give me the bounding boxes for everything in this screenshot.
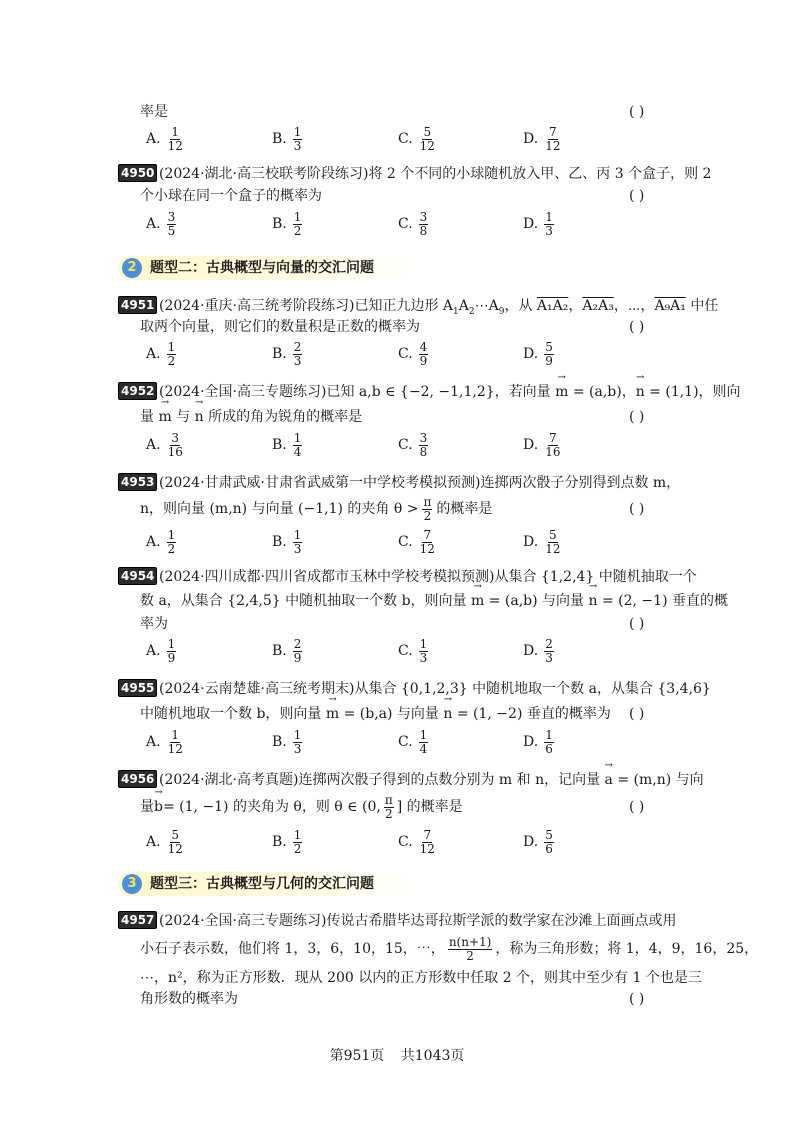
- option-b[interactable]: B. $\frac{1}{3}$: [272, 727, 302, 756]
- option-a[interactable]: A. $\frac{3}{16}$: [146, 430, 183, 459]
- option-b[interactable]: B. $\frac{1}{4}$: [272, 430, 302, 459]
- options-row: [146, 338, 686, 370]
- problem-text: (2024·全国·高三专题练习)已知 a,b ∈ {−2, −1,1,2}，若向量 → m = (a,b)，→ n = (1,1)，则向: [159, 383, 741, 401]
- page-footer: [0, 1045, 794, 1065]
- option-d[interactable]: D. $\frac{1}{6}$: [523, 727, 553, 756]
- problem-text: n，则向量 (m,n) 与向量 (−1,1) 的夹角 θ > $\frac{\pi}{2}$ 的概率是: [140, 494, 493, 523]
- option-a[interactable]: A. $\frac{3}{5}$: [146, 209, 176, 238]
- problem-text: (2024·甘肃武威·甘肃省武威第一中学校考模拟预测)连掷两次骰子分别得到点数 m，: [159, 475, 681, 491]
- options-row: [146, 429, 686, 461]
- option-a[interactable]: A. $\frac{1}{9}$: [146, 636, 176, 665]
- option-d[interactable]: D. $\frac{2}{3}$: [523, 636, 553, 665]
- option-a[interactable]: A. $\frac{1}{2}$: [146, 339, 176, 368]
- problem-text: ⋯，n²，称为正方形数．现从 200 以内的正方形数中任取 2 个，则其中至少有 1 个也是三: [140, 970, 702, 986]
- option-b[interactable]: B. $\frac{1}{3}$: [272, 527, 302, 556]
- section-title: 题型二：古典概型与向量的交汇问题: [150, 260, 374, 276]
- section-header: [118, 256, 438, 280]
- options-row: [146, 726, 686, 758]
- problem-text: (2024·四川成都·四川省成都市玉林中学校考模拟预测)从集合 {1,2,4} 中随机抽取一个: [159, 569, 697, 585]
- answer-paren: ( ): [629, 104, 645, 120]
- option-b[interactable]: B. $\frac{1}{3}$: [272, 124, 302, 153]
- option-c[interactable]: C. $\frac{7}{12}$: [398, 827, 435, 856]
- problem-number-badge: 4953: [118, 473, 157, 491]
- option-c[interactable]: C. $\frac{3}{8}$: [398, 430, 428, 459]
- section-title: 题型三：古典概型与几何的交汇问题: [150, 876, 374, 892]
- problem-number-badge: 4951: [118, 296, 157, 314]
- option-c[interactable]: C. $\frac{5}{12}$: [398, 124, 435, 153]
- option-a[interactable]: A. $\frac{1}{12}$: [146, 727, 183, 756]
- page-number: 第951页: [329, 1048, 385, 1064]
- options-row: [146, 208, 686, 240]
- option-b[interactable]: B. $\frac{1}{2}$: [272, 209, 302, 238]
- option-c[interactable]: C. $\frac{1}{4}$: [398, 727, 428, 756]
- answer-paren: ( ): [629, 409, 645, 425]
- problem-number-badge: 4954: [118, 567, 157, 585]
- problem-text: (2024·湖北·高考真题)连掷两次骰子得到的点数分别为 m 和 n，记向量 → a = (m,n) 与向: [159, 771, 704, 789]
- answer-paren: ( ): [629, 501, 645, 517]
- page-total: 共1043页: [400, 1048, 465, 1064]
- section-number: 2: [122, 258, 142, 278]
- problem-number-badge: 4950: [118, 164, 157, 182]
- option-d[interactable]: D. $\frac{7}{16}$: [523, 430, 561, 459]
- problem-text: 率为: [140, 616, 168, 632]
- answer-paren: ( ): [629, 616, 645, 632]
- options-row: [146, 526, 686, 558]
- answer-paren: ( ): [629, 188, 645, 204]
- section-header: [118, 872, 438, 896]
- option-c[interactable]: C. $\frac{4}{9}$: [398, 339, 428, 368]
- problem-number-badge: 4957: [118, 911, 157, 929]
- answer-paren: ( ): [629, 706, 645, 722]
- option-d[interactable]: D. $\frac{7}{12}$: [523, 124, 561, 153]
- problem-text: 个小球在同一个盒子的概率为: [140, 188, 322, 204]
- options-row: [146, 826, 686, 858]
- option-b[interactable]: B. $\frac{2}{9}$: [272, 636, 302, 665]
- problem-text: 量 → b = (1, −1) 的夹角为 θ，则 θ ∈ (0, $\frac{\pi}{2}$ ] 的概率是: [140, 794, 463, 820]
- option-c[interactable]: C. $\frac{3}{8}$: [398, 209, 428, 238]
- problem-text: 数 a，从集合 {2,4,5} 中随机抽取一个数 b，则向量 → m = (a,b) 与向量 → n = (2, −1) 垂直的概: [140, 592, 728, 610]
- answer-paren: ( ): [629, 991, 645, 1007]
- section-number: 3: [122, 874, 142, 894]
- option-d[interactable]: D. $\frac{1}{3}$: [523, 209, 553, 238]
- problem-text: 取两个向量，则它们的数量积是正数的概率为: [140, 319, 420, 335]
- problem-number-badge: 4952: [118, 382, 157, 400]
- option-c[interactable]: C. $\frac{1}{3}$: [398, 636, 428, 665]
- option-c[interactable]: C. $\frac{7}{12}$: [398, 527, 435, 556]
- problem-text: 中随机地取一个数 b，则向量 → m = (b,a) 与向量 → n = (1, −2) 垂直的概率为: [140, 705, 611, 723]
- question-fragment-text: 率是: [140, 104, 168, 120]
- header-options: [146, 123, 686, 155]
- option-b[interactable]: B. $\frac{1}{2}$: [272, 827, 302, 856]
- option-b[interactable]: B. $\frac{2}{3}$: [272, 339, 302, 368]
- option-a[interactable]: A. $\frac{5}{12}$: [146, 827, 183, 856]
- problem-text: 角形数的概率为: [140, 991, 238, 1007]
- problem-text: (2024·全国·高三专题练习)传说古希腊毕达哥拉斯学派的数学家在沙滩上面画点或用: [159, 913, 677, 929]
- answer-paren: ( ): [629, 319, 645, 335]
- option-d[interactable]: D. $\frac{5}{6}$: [523, 827, 553, 856]
- problem-text: (2024·重庆·高三统考阶段练习)已知正九边形 $A_1A_2\cdots A_9$，从 A₁A₂，A₂A₃，⋯，A₉A₁ 中任: [159, 298, 719, 317]
- problem-number-badge: 4955: [118, 679, 157, 697]
- option-d[interactable]: D. $\frac{5}{12}$: [523, 527, 561, 556]
- problem-text: 小石子表示数，他们将 1，3，6，10，15，⋯， $\frac{n(n+1)}{2}$ ，称为三角形数；将 1，4，9，16，25，: [140, 934, 759, 963]
- problem-text: (2024·湖北·高三校联考阶段练习)将 2 个不同的小球随机放入甲、乙、丙 3 个盒子，则 2: [159, 166, 712, 182]
- options-row: [146, 635, 686, 667]
- answer-paren: ( ): [629, 799, 645, 815]
- option-a[interactable]: A. $\frac{1}{12}$: [146, 124, 183, 153]
- option-a[interactable]: A. $\frac{1}{2}$: [146, 527, 176, 556]
- problem-text: 量 → m 与 → n 所成的角为锐角的概率是: [140, 408, 362, 426]
- option-d[interactable]: D. $\frac{5}{9}$: [523, 339, 553, 368]
- problem-text: (2024·云南楚雄·高三统考期末)从集合 {0,1,2,3} 中随机地取一个数 a，从集合 {3,4,6}: [159, 681, 711, 697]
- problem-number-badge: 4956: [118, 770, 157, 788]
